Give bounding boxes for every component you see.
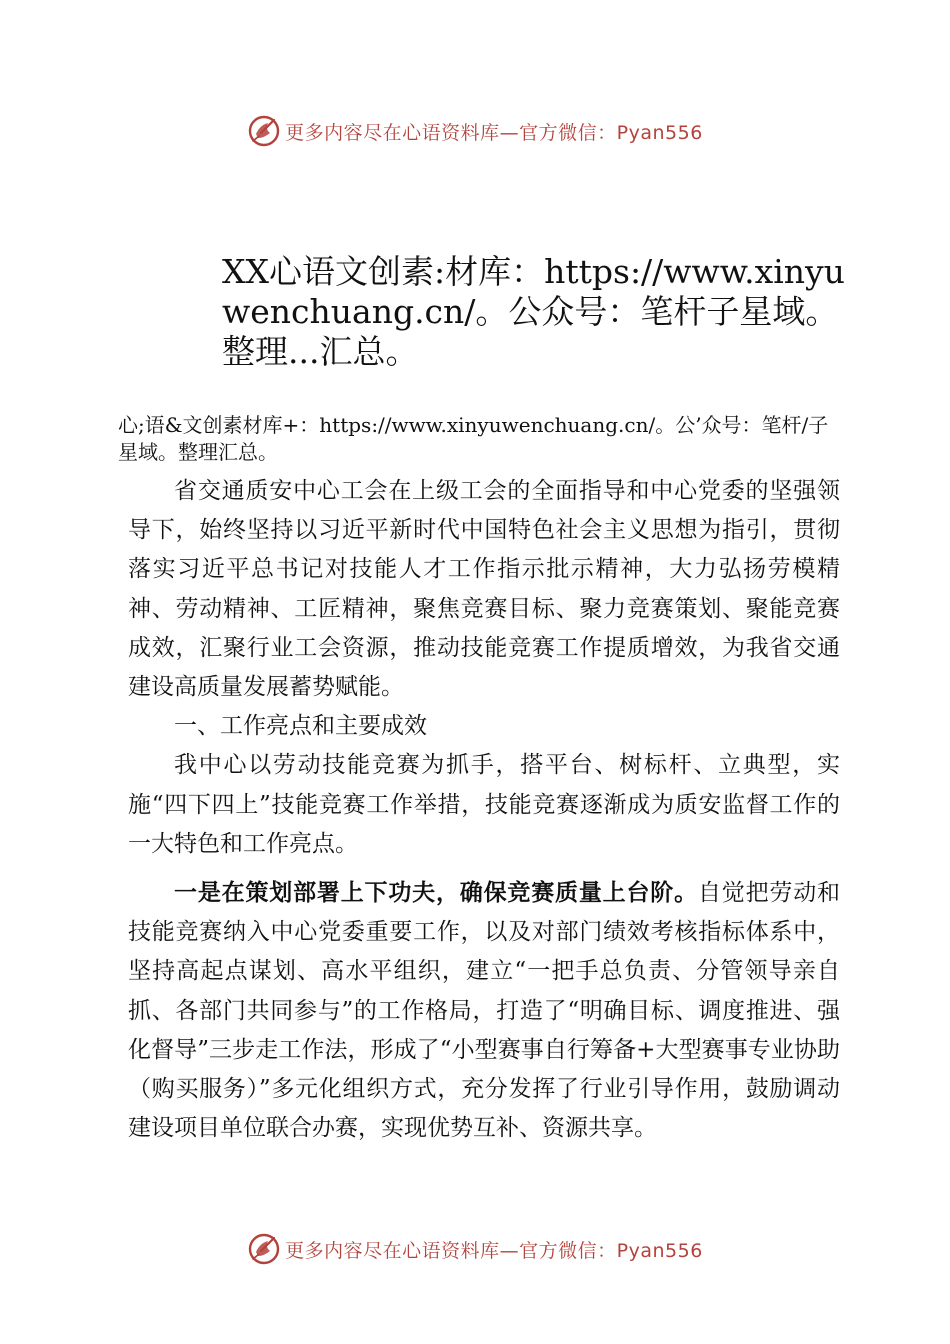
document-body xyxy=(128,472,840,1148)
paragraph-intro: 省交通质安中心工会在上级工会的全面指导和中心党委的坚强领导下，始终坚持以习近平新时代中国特色社会主义思想为指引，贯彻落实习近平总书记对技能人才工作指示批示精神，大力弘扬劳模精神、劳动精神、工匠精神，聚焦竞赛目标、聚力竞赛策划、聚能竞赛成效，汇聚行业工会资源，推动技能竞赛工作提质增效，为我省交通建设高质量发展蓄势赋能。 xyxy=(128,478,840,701)
paragraph-planning-body: 自觉把劳动和技能竞赛纳入中心党委重要工作，以及对部门绩效考核指标体系中，坚持高起点谋划、高水平组织，建立“一把手总负责、分管领导亲自抓、各部门共同参与”的工作格局，打造了“明确目标、调度推进、强化督导”三步走工作法，形成了“小型赛事自行筹备+大型赛事专业协助（购买服务）”多元化组织方式，充分发挥了行业引导作用，鼓励调动建设项目单位联合办赛，实现优势互补、资源共享。 xyxy=(128,880,841,1142)
footer-banner xyxy=(0,1232,950,1266)
watermark-line: 心;语&文创素材库+：https://www.xinyuwenchuang.cn/。公’众号：笔杆/子星域。整理汇总。 xyxy=(118,413,829,464)
header-banner-text: 更多内容尽在心语资料库—官方微信：Pyan556 xyxy=(285,121,703,144)
paragraph-planning-lead: 一是在策划部署上下功夫，确保竞赛质量上台阶。 xyxy=(174,880,698,907)
header-banner xyxy=(0,114,950,148)
section-heading: 一、工作亮点和主要成效 xyxy=(174,713,427,740)
paragraph-planning xyxy=(128,874,840,1148)
paragraph-overview: 我中心以劳动技能竞赛为抓手，搭平台、树标杆、立典型，实施“四下四上”技能竞赛工作举措，技能竞赛逐渐成为质安监督工作的一大特色和工作亮点。 xyxy=(128,752,840,857)
brand-logo-icon xyxy=(247,1232,281,1266)
document-title: XX心语文创素:材库：https://www.xinyuwenchuang.cn/。公众号：笔杆子星域。整理...汇总。 xyxy=(222,252,845,371)
footer-banner-text: 更多内容尽在心语资料库—官方微信：Pyan556 xyxy=(285,1239,703,1262)
brand-logo-icon xyxy=(247,114,281,148)
